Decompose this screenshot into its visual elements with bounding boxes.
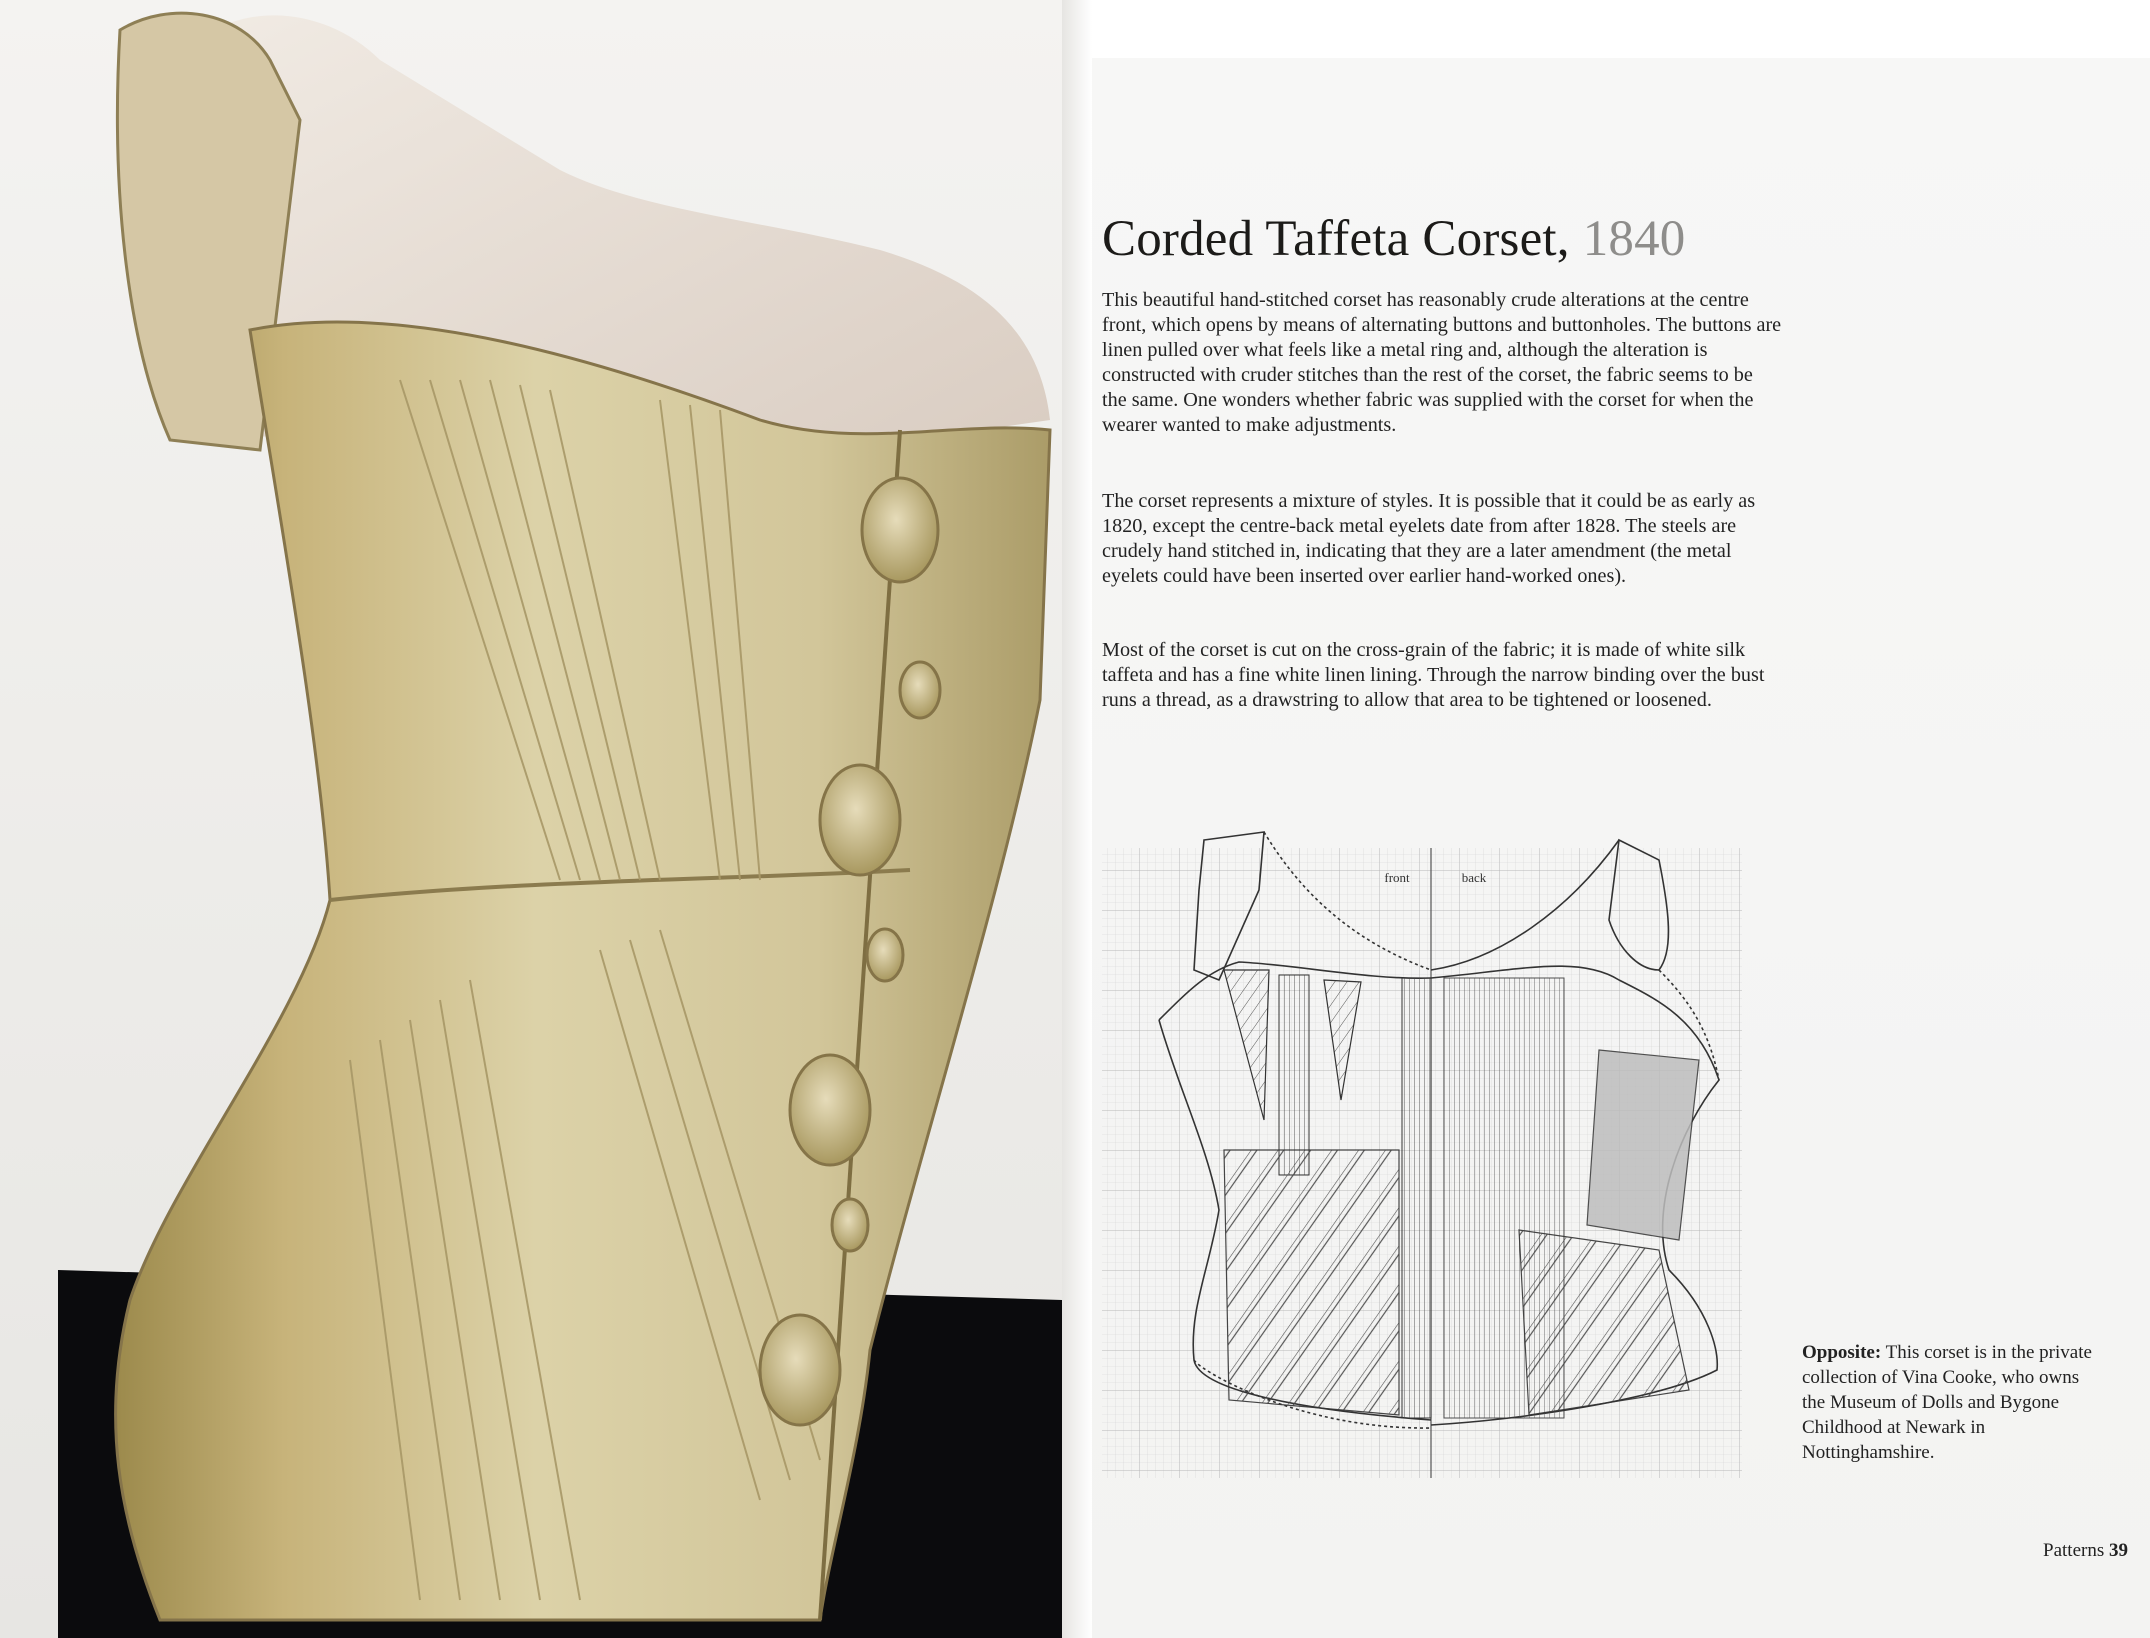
front-label: front [1384,870,1410,885]
body-paragraph-1: This beautiful hand-stitched corset has reasonably crude alterations at the centre front, which opens by means of alternating buttons and buttonholes. The buttons are linen pulled over what feels like a metal ring and, although the alteration is constructed with cruder stitches than the rest of the corset, the fabric seems to be the same. One wonders whether fabric was supplied with the corset for when the wearer wanted to make adjustments. [1102,289,1782,436]
page-title [1102,210,1686,268]
caption-text: This corset is in the private collection of Vina Cooke, who owns the Museum of Dolls and Bygone Childhood at Newark in Nottinghamshire. [1802,1342,2092,1463]
caption-lead: Opposite: [1802,1342,1882,1363]
corset-illustration [0,0,1062,1638]
corset-pattern-diagram [1099,830,1744,1480]
body-paragraph-3: Most of the corset is cut on the cross-grain of the fabric; it is made of white silk taffeta and has a fine white linen lining. Through the narrow binding over the bust runs a thread, as a drawstring to allow that area to be tightened or loosened. [1102,639,1765,711]
page-number: 39 [2109,1540,2128,1561]
page-gutter [1062,0,1092,1638]
back-label: back [1461,870,1487,885]
title-year: 1840 [1582,211,1686,267]
page-footer [2043,1540,2128,1562]
corset-photograph [0,0,1062,1638]
body-paragraph-2: The corset represents a mixture of styles. It is possible that it could be as early as 1820, except the centre-back metal eyelets date from after 1828. The steels are crudely hand stitched in, indicating that they are a later amendment (the metal eyelets could have been inserted over earlier hand-worked ones). [1102,490,1756,587]
section-name: Patterns [2043,1540,2109,1561]
title-text: Corded Taffeta Corset, [1102,211,1583,267]
photo-caption [1802,1340,2102,1465]
